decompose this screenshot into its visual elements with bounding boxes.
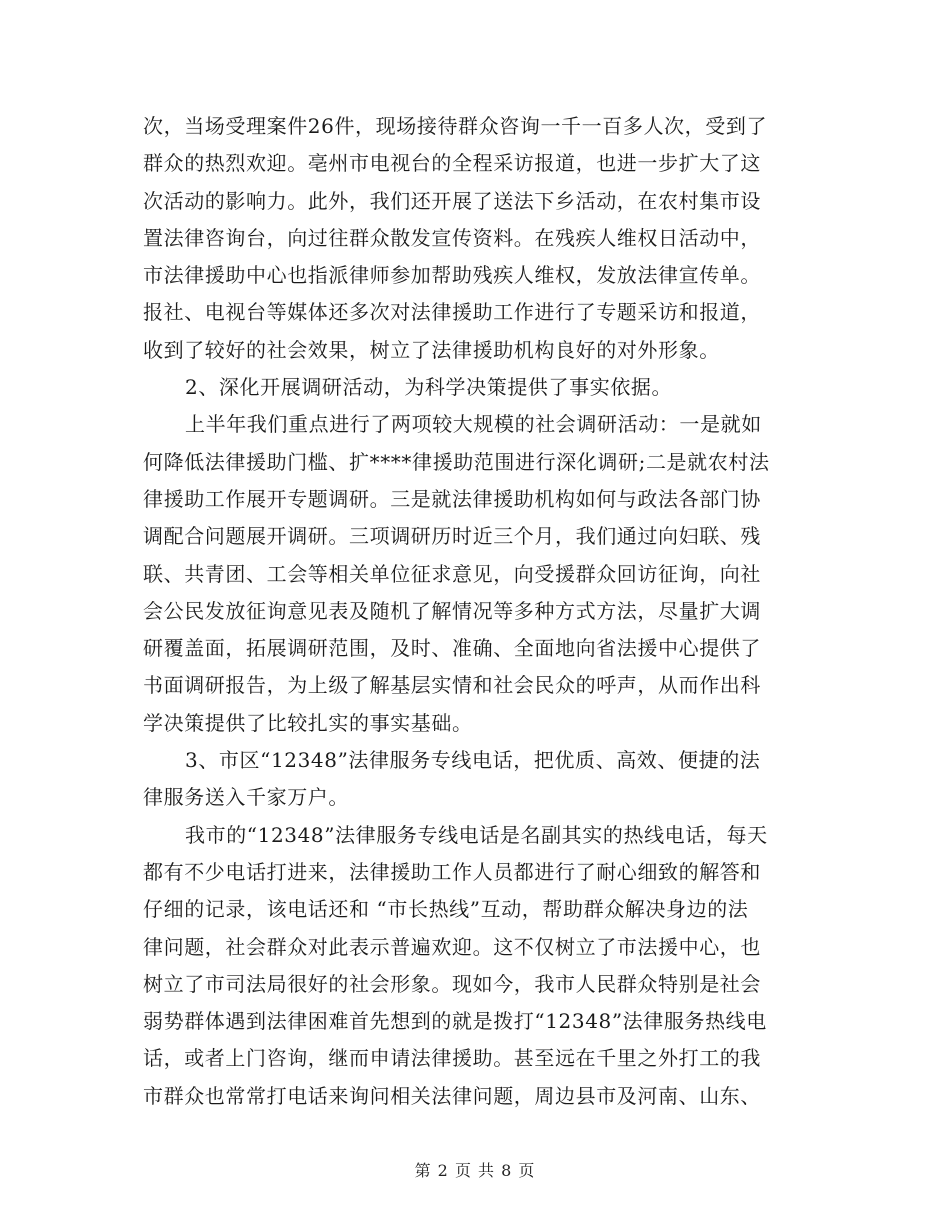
text-line: 市群众也常常打电话来询问相关法律问题，周边县市及河南、山东、	[143, 1083, 761, 1108]
text-line: 市法律援助中心也指派律师参加帮助残疾人维权，发放法律宣传单。	[143, 263, 761, 288]
text-line: 书面调研报告，为上级了解基层实情和社会民众的呼声，从而作出科	[143, 673, 761, 698]
text-line: 上半年我们重点进行了两项较大规模的社会调研活动：一是就如	[185, 412, 762, 437]
text-line: 2、深化开展调研活动，为科学决策提供了事实依据。	[185, 375, 673, 400]
page-footer: 第 2 页 共 8 页	[414, 1161, 536, 1180]
text-line: 仔细的记录，该电话还和 “市长热线”互动，帮助群众解决身边的法	[143, 897, 749, 922]
text-line: 树立了市司法局很好的社会形象。现如今，我市人民群众特别是社会	[143, 971, 761, 996]
text-line: 次活动的影响力。此外，我们还开展了送法下乡活动，在农村集市设	[143, 188, 761, 213]
text-line: 群众的热烈欢迎。亳州市电视台的全程采访报道，也进一步扩大了这	[143, 151, 761, 176]
text-line: 学决策提供了比较扎实的事实基础。	[143, 710, 473, 735]
text-line: 置法律咨询台，向过往群众散发宣传资料。在残疾人维权日活动中，	[143, 225, 761, 250]
text-line: 何降低法律援助门槛、扩****律援助范围进行深化调研;二是就农村法	[143, 449, 770, 474]
text-line: 话，或者上门咨询，继而申请法律援助。甚至远在千里之外打工的我	[143, 1046, 761, 1071]
text-line: 都有不少电话打进来，法律援助工作人员都进行了耐心细致的解答和	[143, 859, 761, 884]
text-line: 我市的“12348”法律服务专线电话是名副其实的热线电话，每天	[185, 822, 768, 847]
text-line: 研覆盖面，拓展调研范围，及时、准确、全面地向省法援中心提供了	[143, 636, 761, 661]
document-body	[143, 108, 807, 1115]
text-line: 会公民发放征询意见表及随机了解情况等多种方式方法，尽量扩大调	[143, 598, 761, 623]
text-line: 报社、电视台等媒体还多次对法律援助工作进行了专题采访和报道，	[143, 300, 761, 325]
text-line: 律问题，社会群众对此表示普遍欢迎。这不仅树立了市法援中心，也	[143, 934, 761, 959]
text-line: 调配合问题展开调研。三项调研历时近三个月，我们通过向妇联、残	[143, 524, 761, 549]
text-line: 收到了较好的社会效果，树立了法律援助机构良好的对外形象。	[143, 337, 720, 362]
text-line: 律服务送入千家万户。	[143, 785, 349, 810]
text-line: 律援助工作展开专题调研。三是就法律援助机构如何与政法各部门协	[143, 486, 761, 511]
text-line: 3、市区“12348”法律服务专线电话，把优质、高效、便捷的法	[185, 748, 761, 773]
text-line: 联、共青团、工会等相关单位征求意见，向受援群众回访征询，向社	[143, 561, 761, 586]
text-line: 次，当场受理案件26件，现场接待群众咨询一千一百多人次，受到了	[143, 114, 768, 138]
text-line: 弱势群体遇到法律困难首先想到的就是拨打“12348”法律服务热线电	[143, 1009, 767, 1034]
